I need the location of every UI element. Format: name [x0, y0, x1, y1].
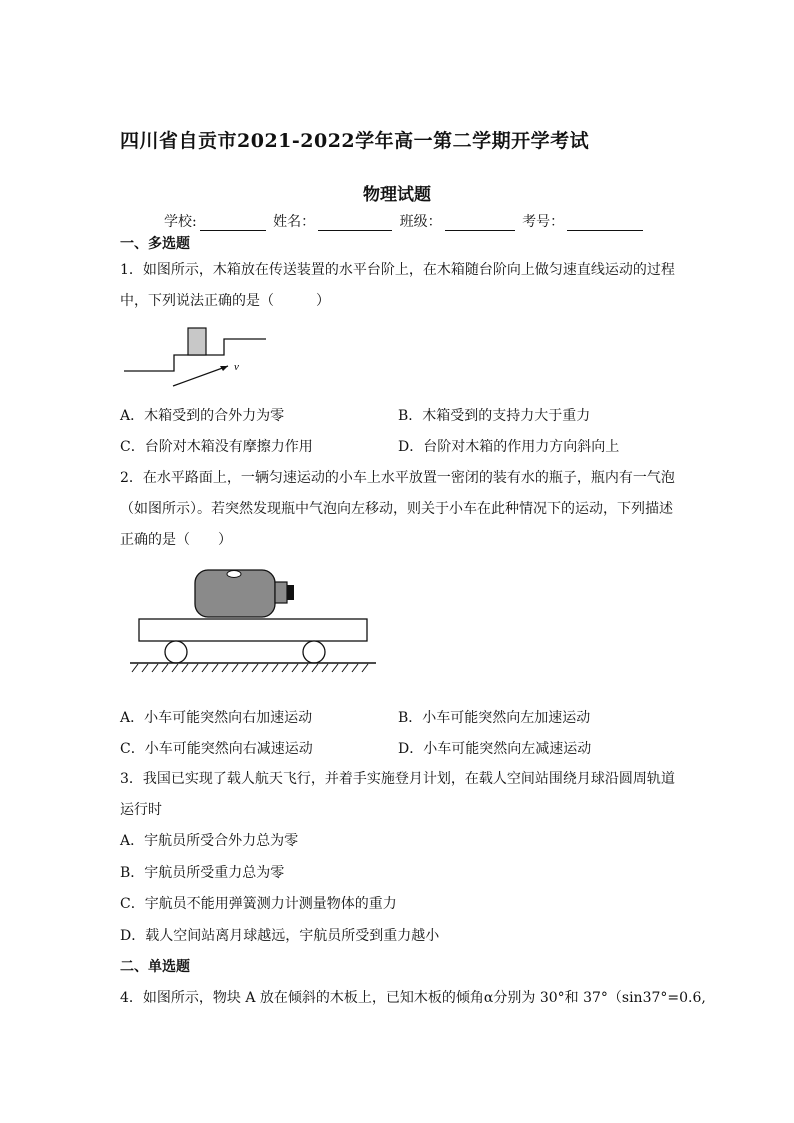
bottle-cap [287, 585, 294, 600]
cart-platform [139, 619, 367, 641]
option-c: C．台阶对木箱没有摩擦力作用 [120, 439, 313, 455]
question-text: 3．我国已实现了载人航天飞行，并着手实施登月计划，在载人空间站围绕月球沿圆周轨道 [120, 771, 675, 787]
question-text: 中，下列说法正确的是（ ） [120, 293, 330, 309]
option-c: C．小车可能突然向右减速运动 [120, 741, 313, 757]
field-name-label: 姓名： [273, 214, 316, 230]
option-a: A．木箱受到的合外力为零 [120, 408, 285, 424]
question-text: 2．在水平路面上，一辆匀速运动的小车上水平放置一密闭的装有水的瓶子，瓶内有一气泡 [120, 470, 675, 486]
cart-bottle-figure [124, 562, 384, 677]
question-text: 运行时 [120, 802, 162, 818]
section-heading: 二、单选题 [120, 959, 190, 975]
student-info-row [164, 211, 646, 231]
field-school-blank[interactable] [200, 216, 266, 231]
section-heading: 一、多选题 [120, 236, 190, 252]
option-a: A．小车可能突然向右加速运动 [120, 710, 313, 726]
question-text: 1．如图所示，木箱放在传送装置的水平台阶上，在木箱随台阶向上做匀速直线运动的过程 [120, 262, 675, 278]
exam-subtitle: 物理试题 [363, 185, 431, 205]
option-b: B．小车可能突然向左加速运动 [398, 710, 591, 726]
question-text: （如图所示）。若突然发现瓶中气泡向左移动，则关于小车在此种情况下的运动，下列描述 [120, 501, 673, 517]
question-text: 4．如图所示，物块 A 放在倾斜的木板上，已知木板的倾角α分别为 30°和 37°（sin37°=0.6, [120, 990, 706, 1006]
question-text: 正确的是（ ） [120, 532, 232, 548]
field-examno-label: 考号： [522, 214, 565, 230]
option-d: D．载人空间站离月球越远，宇航员所受到重力越小 [120, 928, 440, 944]
exam-title: 四川省自贡市2021-2022学年高一第二学期开学考试 [120, 130, 590, 152]
ground-hatch [132, 664, 368, 672]
cart-wheel [303, 641, 325, 663]
wooden-box [188, 328, 206, 355]
cart-wheel [165, 641, 187, 663]
option-d: D．小车可能突然向左减速运动 [398, 741, 592, 757]
velocity-arrow [173, 366, 228, 386]
field-class-label: 班级： [399, 214, 442, 230]
option-c: C．宇航员不能用弹簧测力计测量物体的重力 [120, 896, 397, 912]
option-d: D．台阶对木箱的作用力方向斜向上 [398, 439, 620, 455]
option-b: B．木箱受到的支持力大于重力 [398, 408, 591, 424]
air-bubble [227, 571, 241, 578]
field-examno-blank[interactable] [567, 216, 643, 231]
field-school-label: 学校: [164, 214, 197, 230]
velocity-label: v [234, 361, 239, 373]
field-name-blank[interactable] [318, 216, 392, 231]
field-class-blank[interactable] [445, 216, 515, 231]
bottle-neck [275, 582, 287, 603]
staircase-figure [120, 320, 270, 390]
option-a: A．宇航员所受合外力总为零 [120, 833, 299, 849]
option-b: B．宇航员所受重力总为零 [120, 865, 285, 881]
